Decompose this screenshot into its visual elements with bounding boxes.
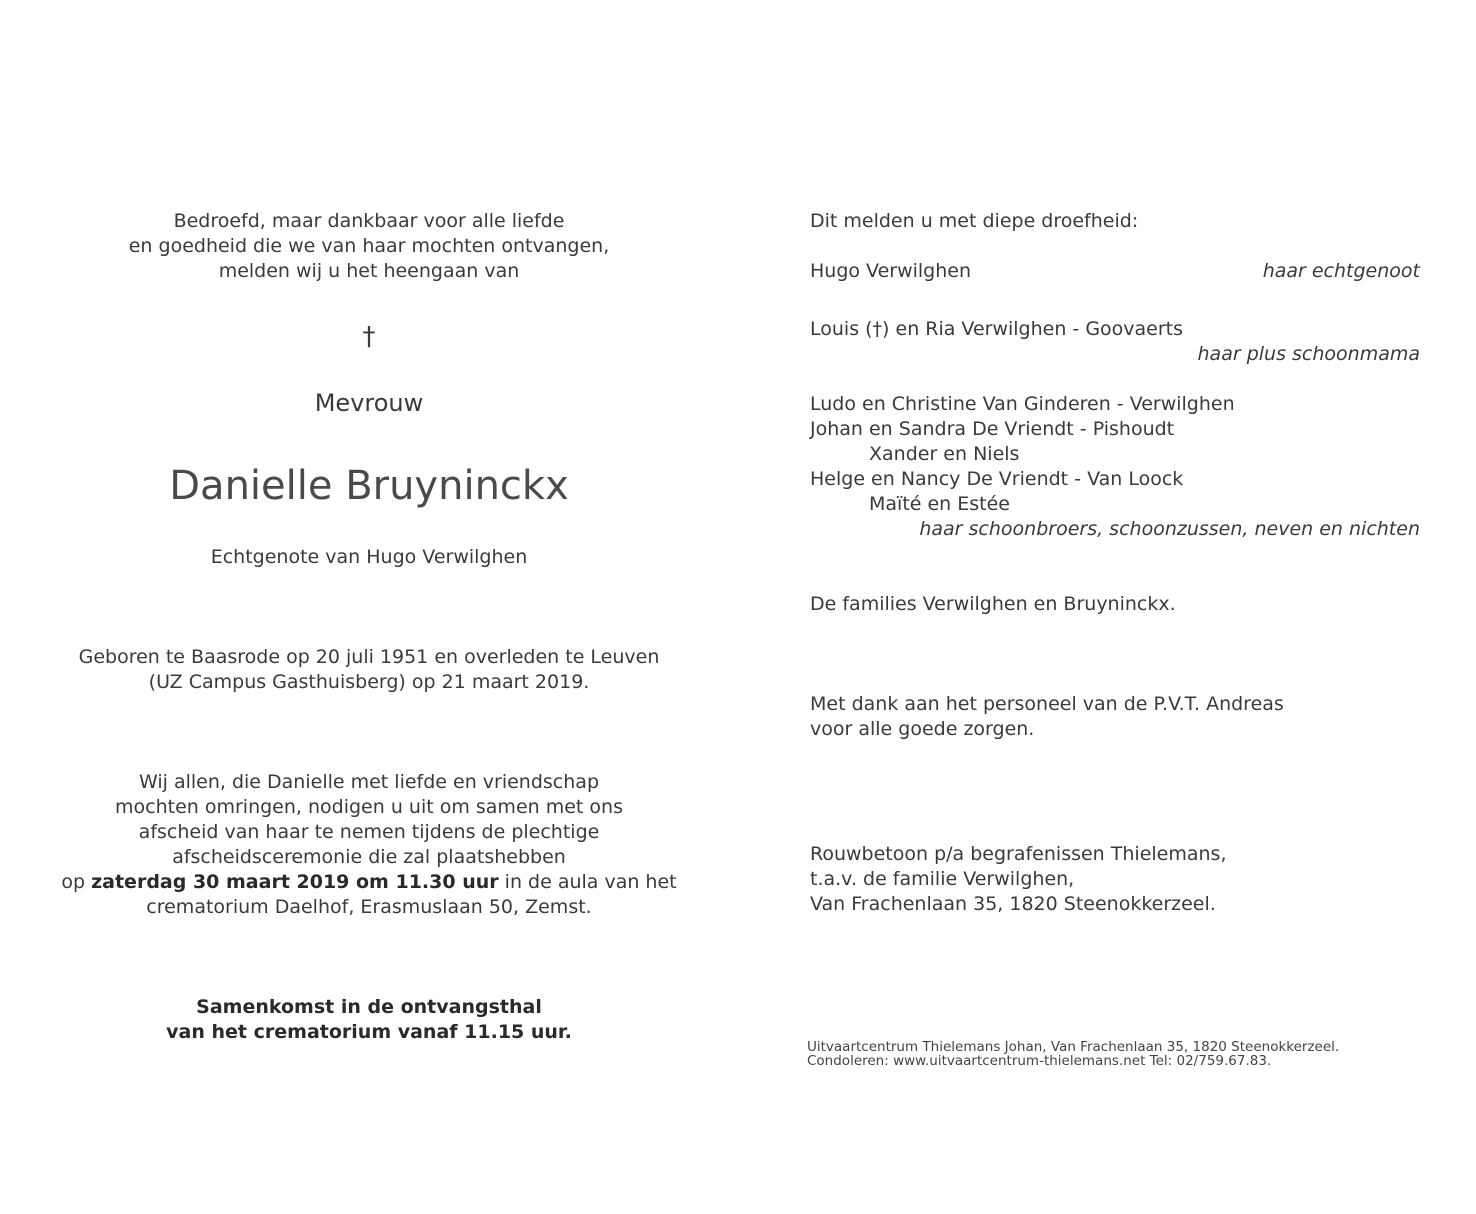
- ceremony-line: afscheid van haar te nemen tijdens de plechtige: [138, 821, 600, 843]
- thanks-line: voor alle goede zorgen.: [810, 718, 1035, 740]
- left-column: [40, 0, 698, 1214]
- ceremony-line: mochten omringen, nodigen u uit om samen met ons: [115, 796, 623, 818]
- ceremony-line: afscheidsceremonie die zal plaatshebben: [172, 846, 566, 868]
- intro-line: en goedheid die we van haar mochten ontvangen,: [128, 235, 610, 257]
- condolence-line: Van Frachenlaan 35, 1820 Steenokkerzeel.: [810, 893, 1216, 915]
- footer-line: Uitvaartcentrum Thielemans Johan, Van Frachenlaan 35, 1820 Steenokkerzeel.: [807, 1039, 1340, 1055]
- intro-line: Bedroefd, maar dankbaar voor alle liefde: [173, 210, 565, 232]
- footer-line: Condoleren: www.uitvaartcentrum-thielemans.net Tel: 02/759.67.83.: [807, 1053, 1272, 1069]
- cross-icon: †: [362, 322, 376, 352]
- inlaws-role: haar plus schoonmama: [1197, 343, 1420, 365]
- gathering-line: Samenkomst in de ontvangsthal: [196, 996, 542, 1018]
- intro-line: melden wij u het heengaan van: [218, 260, 520, 282]
- family-role: haar schoonbroers, schoonzussen, neven en nichten: [919, 518, 1420, 540]
- spouse-line: Echtgenote van Hugo Verwilghen: [210, 546, 528, 568]
- families-line: De families Verwilghen en Bruyninckx.: [810, 593, 1176, 615]
- ceremony-location: crematorium Daelhof, Erasmuslaan 50, Zemst.: [146, 896, 592, 918]
- family-line: Ludo en Christine Van Ginderen - Verwilghen: [810, 393, 1235, 415]
- family-line: Xander en Niels: [869, 443, 1020, 465]
- family-line: Maïté en Estée: [869, 493, 1010, 515]
- ceremony-line: Wij allen, die Danielle met liefde en vriendschap: [138, 771, 600, 793]
- ceremony-date-prefix: op: [61, 871, 92, 893]
- ceremony-date-line: [40, 870, 698, 895]
- family-line: Johan en Sandra De Vriendt - Pishoudt: [810, 418, 1175, 440]
- right-column: [807, 0, 1420, 1214]
- thanks-line: Met dank aan het personeel van de P.V.T. Andreas: [810, 693, 1284, 715]
- announcement: Dit melden u met diepe droefheid:: [810, 210, 1139, 232]
- salutation: Mevrouw: [314, 389, 424, 417]
- inlaws-names: Louis (†) en Ria Verwilghen - Goovaerts: [810, 318, 1184, 340]
- condolence-line: Rouwbetoon p/a begrafenissen Thielemans,: [810, 843, 1227, 865]
- birth-line: Geboren te Baasrode op 20 juli 1951 en overleden te Leuven: [78, 646, 660, 668]
- ceremony-date: zaterdag 30 maart 2019 om 11.30 uur: [91, 871, 499, 893]
- deceased-name: Danielle Bruyninckx: [169, 463, 569, 509]
- gathering-line: van het crematorium vanaf 11.15 uur.: [166, 1021, 572, 1043]
- birth-line: (UZ Campus Gasthuisberg) op 21 maart 2019.: [148, 671, 590, 693]
- condolence-line: t.a.v. de familie Verwilghen,: [810, 868, 1075, 890]
- family-line: Helge en Nancy De Vriendt - Van Loock: [810, 468, 1184, 490]
- ceremony-date-suffix: in de aula van het: [498, 871, 677, 893]
- husband-name: Hugo Verwilghen: [810, 260, 972, 282]
- husband-role: haar echtgenoot: [1262, 260, 1420, 282]
